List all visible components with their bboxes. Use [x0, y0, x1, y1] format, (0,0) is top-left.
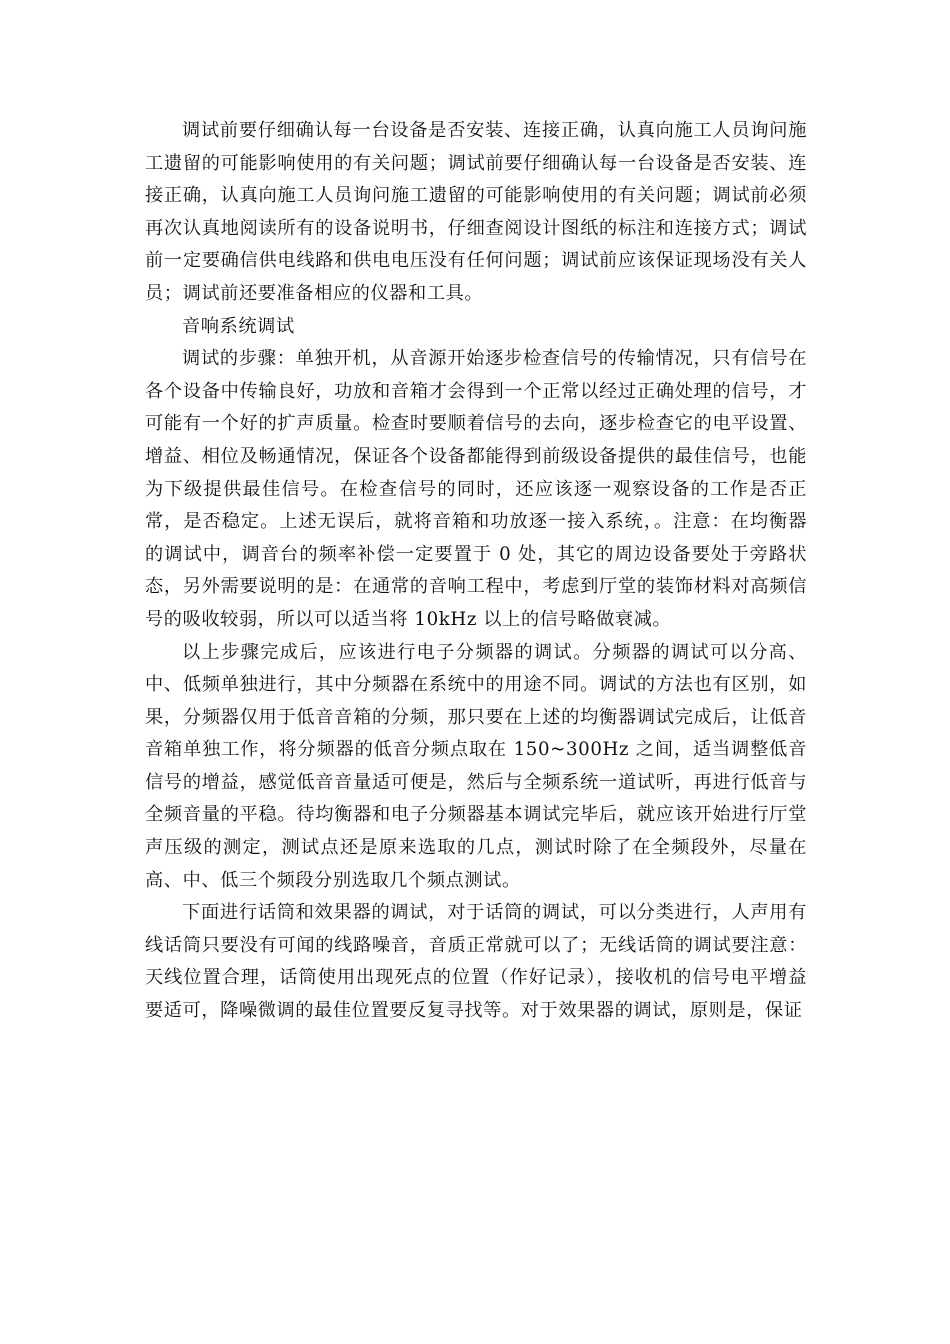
paragraph-crossover-debug: 以上步骤完成后，应该进行电子分频器的调试。分频器的调试可以分高、中、低频单独进行，其中分频器在系统中的用途不同。调试的方法也有区别，如果，分频器仅用于低音音箱的分频，那只要在上述的均衡器调试完成后，让低音音箱单独工作，将分频器的低音分频点取在 150~300Hz 之间，适当调整低音信号的增益，感觉低音音量适可便是，然后与全频系统一道试听，再进行低音与全频音量的平稳。待均衡器和电子分频器基本调试完毕后，就应该开始进行厅堂声压级的测定，测试点还是原来选取的几点，测试时除了在全频段外，尽量在高、中、低三个频段分别选取几个频点测试。: [145, 641, 807, 891]
paragraph-debug-steps: 调试的步骤：单独开机，从音源开始逐步检查信号的传输情况，只有信号在各个设备中传输良好，功放和音箱才会得到一个正常以经过正确处理的信号，才可能有一个好的扩声质量。检查时要顺着信号的去向，逐步检查它的电平设置、增益、相位及畅通情况，保证各个设备都能得到前级设备提供的最佳信号，也能为下级提供最佳信号。在检查信号的同时，还应该逐一观察设备的工作是否正常，是否稳定。上述无误后，就将音箱和功放逐一接入系统，。注意：在均衡器的调试中，调音台的频率补偿一定要置于 0 处，其它的周边设备要处于旁路状态，另外需要说明的是：在通常的音响工程中，考虑到厅堂的装饰材料对高频信号的吸收较弱，所以可以适当将 10kHz 以上的信号略做衰减。: [145, 348, 807, 630]
paragraph-microphone-effects-debug: 下面进行话筒和效果器的调试，对于话筒的调试，可以分类进行，人声用有线话筒只要没有可闻的线路噪音，音质正常就可以了；无线话筒的调试要注意：天线位置合理，话筒使用出现死点的位置（作好记录），接收机的信号电平增益要适可，降噪微调的最佳位置要反复寻找等。对于效果器的调试，原则是，保证: [145, 902, 807, 1022]
document-body: [145, 115, 807, 1028]
section-heading-audio-system-debug: 音响系统调试: [182, 315, 295, 337]
paragraph-pre-debug-checklist: 调试前要仔细确认每一台设备是否安装、连接正确，认真向施工人员询问施工遗留的可能影响使用的有关问题；调试前要仔细确认每一台设备是否安装、连接正确，认真向施工人员询问施工遗留的可能影响使用的有关问题；调试前必须再次认真地阅读所有的设备说明书，仔细查阅设计图纸的标注和连接方式；调试前一定要确信供电线路和供电电压没有任何问题；调试前应该保证现场没有关人员；调试前还要准备相应的仪器和工具。: [145, 120, 807, 304]
